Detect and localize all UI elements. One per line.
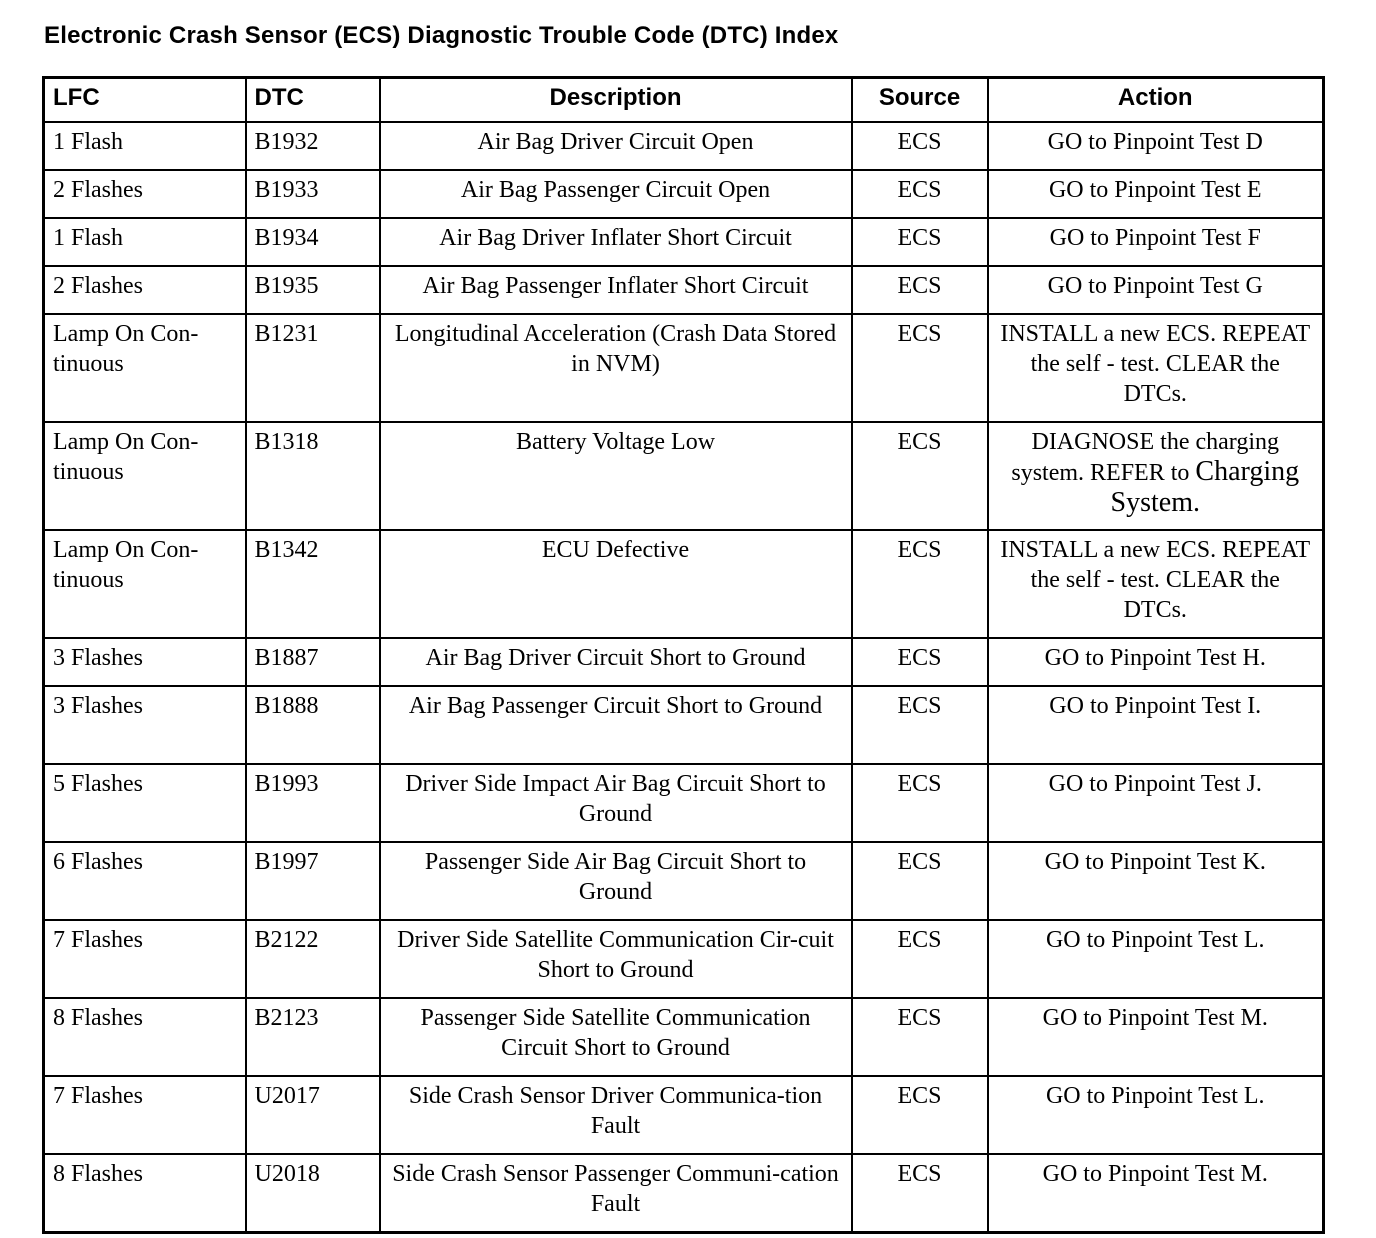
dtc-cell: B1993	[246, 764, 380, 842]
lfc-cell: Lamp On Con-tinuous	[44, 314, 246, 422]
dtc-cell: U2018	[246, 1154, 380, 1233]
lfc-cell: 8 Flashes	[44, 998, 246, 1076]
table-row	[44, 764, 1324, 842]
table-row	[44, 998, 1324, 1076]
description-cell: Battery Voltage Low	[380, 422, 852, 530]
source-cell: ECS	[852, 530, 988, 638]
description-cell: ECU Defective	[380, 530, 852, 638]
action-cell: INSTALL a new ECS. REPEAT the self - test. CLEAR the DTCs.	[988, 530, 1324, 638]
table-row	[44, 1076, 1324, 1154]
source-cell: ECS	[852, 122, 988, 170]
header-source: Source	[852, 78, 988, 123]
dtc-cell: B1934	[246, 218, 380, 266]
lfc-cell: 2 Flashes	[44, 266, 246, 314]
header-lfc: LFC	[44, 78, 246, 123]
source-cell: ECS	[852, 422, 988, 530]
action-cell	[988, 422, 1324, 530]
source-cell: ECS	[852, 218, 988, 266]
description-cell: Air Bag Driver Circuit Short to Ground	[380, 638, 852, 686]
lfc-cell: 2 Flashes	[44, 170, 246, 218]
description-cell: Side Crash Sensor Driver Communica-tion Fault	[380, 1076, 852, 1154]
lfc-cell: 1 Flash	[44, 122, 246, 170]
dtc-cell: B1888	[246, 686, 380, 764]
lfc-cell: 3 Flashes	[44, 638, 246, 686]
table-row	[44, 266, 1324, 314]
action-text: DIAGNOSE the charging system. REFER to	[1011, 429, 1279, 486]
lfc-cell: Lamp On Con-tinuous	[44, 530, 246, 638]
charging-system-reference: Charging System.	[1110, 456, 1300, 518]
table-row	[44, 686, 1324, 764]
table-row	[44, 530, 1324, 638]
dtc-index-table	[42, 76, 1325, 1234]
dtc-cell: B1933	[246, 170, 380, 218]
action-cell: GO to Pinpoint Test K.	[988, 842, 1324, 920]
table-row	[44, 170, 1324, 218]
lfc-cell: 6 Flashes	[44, 842, 246, 920]
table-row	[44, 218, 1324, 266]
table-row	[44, 422, 1324, 530]
action-cell: GO to Pinpoint Test L.	[988, 920, 1324, 998]
dtc-cell: B1932	[246, 122, 380, 170]
header-action: Action	[988, 78, 1324, 123]
lfc-cell: 8 Flashes	[44, 1154, 246, 1233]
source-cell: ECS	[852, 920, 988, 998]
description-cell: Side Crash Sensor Passenger Communi-cation Fault	[380, 1154, 852, 1233]
description-cell: Air Bag Passenger Circuit Open	[380, 170, 852, 218]
source-cell: ECS	[852, 1154, 988, 1233]
header-description: Description	[380, 78, 852, 123]
action-cell: GO to Pinpoint Test I.	[988, 686, 1324, 764]
description-cell: Air Bag Passenger Circuit Short to Ground	[380, 686, 852, 764]
table-row	[44, 842, 1324, 920]
lfc-cell: 3 Flashes	[44, 686, 246, 764]
dtc-cell: B1935	[246, 266, 380, 314]
table-row	[44, 638, 1324, 686]
source-cell: ECS	[852, 170, 988, 218]
source-cell: ECS	[852, 638, 988, 686]
description-cell: Air Bag Passenger Inflater Short Circuit	[380, 266, 852, 314]
dtc-cell: U2017	[246, 1076, 380, 1154]
source-cell: ECS	[852, 1076, 988, 1154]
table-row	[44, 314, 1324, 422]
action-cell: GO to Pinpoint Test F	[988, 218, 1324, 266]
lfc-cell: 5 Flashes	[44, 764, 246, 842]
source-cell: ECS	[852, 842, 988, 920]
source-cell: ECS	[852, 764, 988, 842]
description-cell: Passenger Side Air Bag Circuit Short to Ground	[380, 842, 852, 920]
dtc-cell: B2123	[246, 998, 380, 1076]
action-cell: GO to Pinpoint Test G	[988, 266, 1324, 314]
table-row	[44, 122, 1324, 170]
lfc-cell: 7 Flashes	[44, 920, 246, 998]
source-cell: ECS	[852, 314, 988, 422]
description-cell: Air Bag Driver Inflater Short Circuit	[380, 218, 852, 266]
table-row	[44, 1154, 1324, 1233]
dtc-cell: B1342	[246, 530, 380, 638]
dtc-cell: B1997	[246, 842, 380, 920]
description-cell: Driver Side Satellite Communication Cir-cuit Short to Ground	[380, 920, 852, 998]
description-cell: Longitudinal Acceleration (Crash Data Stored in NVM)	[380, 314, 852, 422]
source-cell: ECS	[852, 686, 988, 764]
description-cell: Driver Side Impact Air Bag Circuit Short to Ground	[380, 764, 852, 842]
dtc-cell: B2122	[246, 920, 380, 998]
action-cell: INSTALL a new ECS. REPEAT the self - test. CLEAR the DTCs.	[988, 314, 1324, 422]
lfc-cell: 7 Flashes	[44, 1076, 246, 1154]
document-title: Electronic Crash Sensor (ECS) Diagnostic Trouble Code (DTC) Index	[44, 22, 839, 49]
dtc-cell: B1887	[246, 638, 380, 686]
source-cell: ECS	[852, 998, 988, 1076]
action-cell: GO to Pinpoint Test E	[988, 170, 1324, 218]
dtc-cell: B1231	[246, 314, 380, 422]
description-cell: Passenger Side Satellite Communication Circuit Short to Ground	[380, 998, 852, 1076]
action-cell: GO to Pinpoint Test M.	[988, 998, 1324, 1076]
lfc-cell: Lamp On Con-tinuous	[44, 422, 246, 530]
action-cell: GO to Pinpoint Test J.	[988, 764, 1324, 842]
table-row	[44, 920, 1324, 998]
action-cell: GO to Pinpoint Test D	[988, 122, 1324, 170]
table-header-row	[44, 78, 1324, 123]
lfc-cell: 1 Flash	[44, 218, 246, 266]
source-cell: ECS	[852, 266, 988, 314]
header-dtc: DTC	[246, 78, 380, 123]
action-cell: GO to Pinpoint Test M.	[988, 1154, 1324, 1233]
action-cell: GO to Pinpoint Test H.	[988, 638, 1324, 686]
action-cell: GO to Pinpoint Test L.	[988, 1076, 1324, 1154]
description-cell: Air Bag Driver Circuit Open	[380, 122, 852, 170]
dtc-cell: B1318	[246, 422, 380, 530]
